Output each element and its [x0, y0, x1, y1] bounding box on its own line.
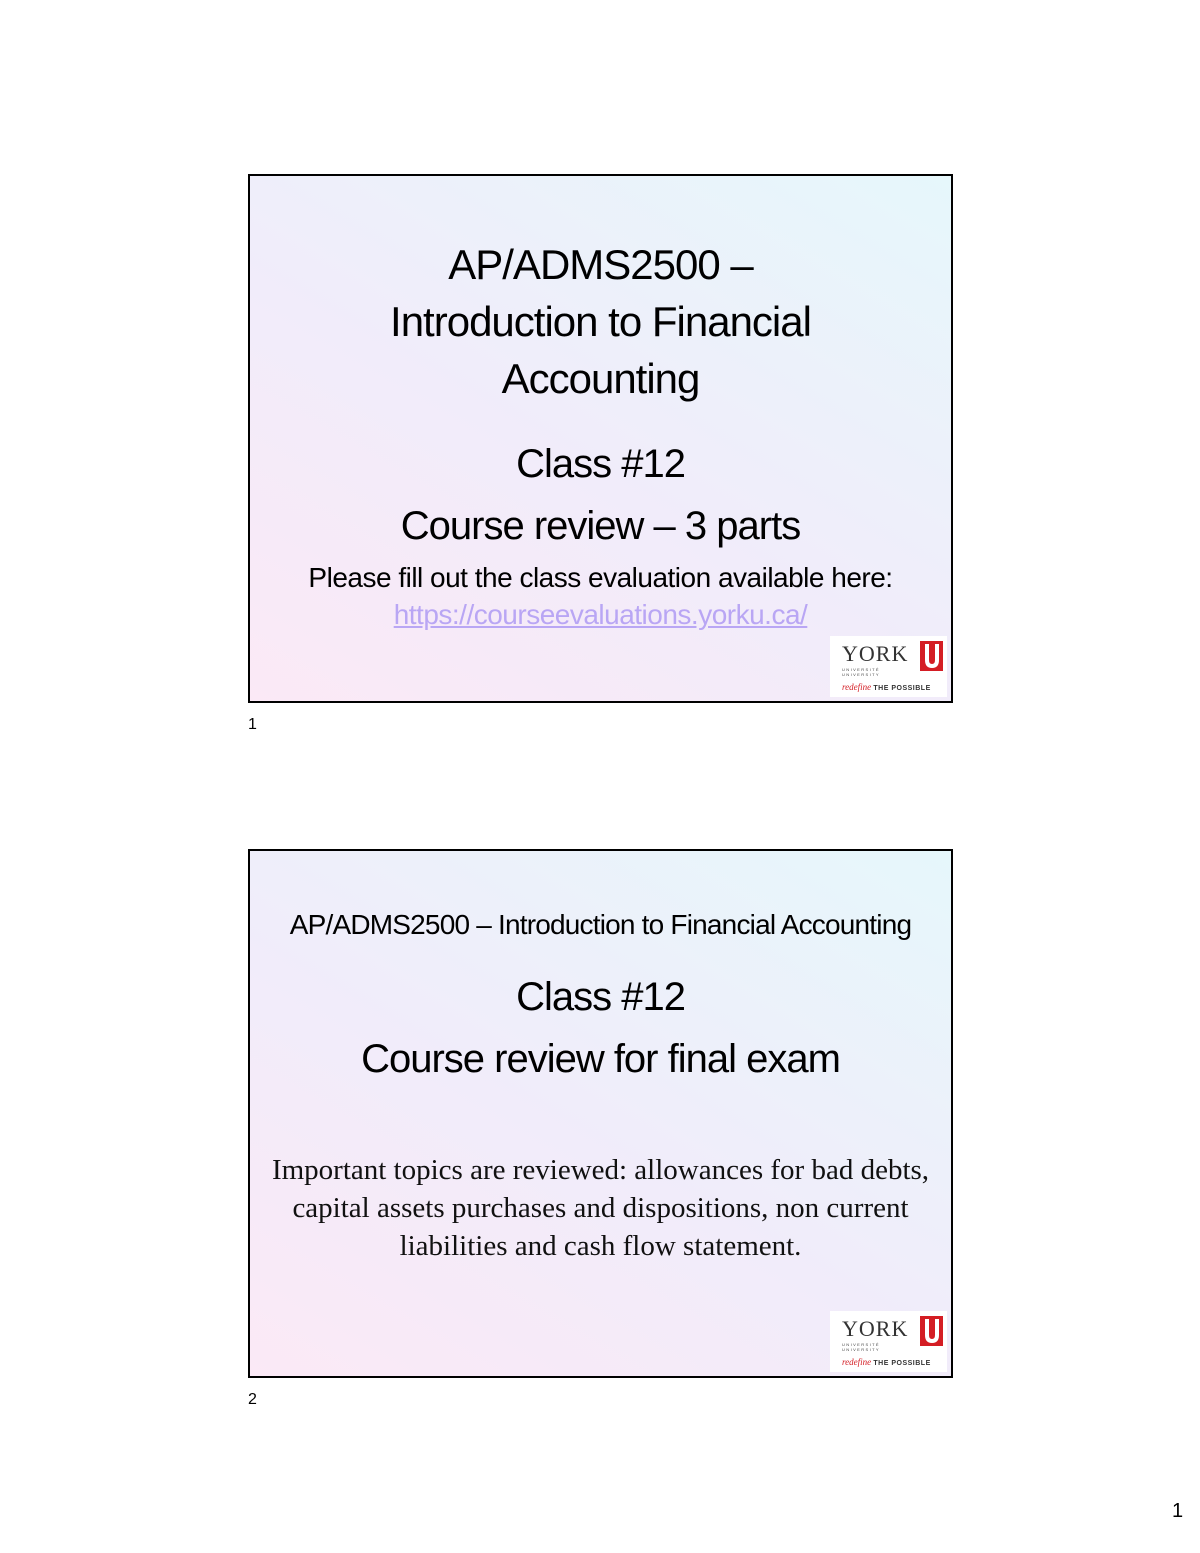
york-tagline-possible: THE POSSIBLE — [873, 685, 931, 692]
slide-1-title-line-2: Introduction to Financial — [390, 298, 811, 345]
evaluation-link[interactable]: https://courseevaluations.yorku.ca/ — [393, 599, 808, 630]
page-number: 1 — [1172, 1500, 1184, 1522]
york-univ-line-2: UNIVERSITY — [842, 672, 881, 677]
slide-2-class-line: Class #12 — [516, 975, 685, 1019]
slide-1 — [248, 174, 953, 703]
slide-1-class-line: Class #12 — [516, 442, 685, 486]
slide-2-number: 2 — [248, 1391, 257, 1408]
york-wordmark: YORK — [842, 1316, 909, 1341]
york-wordmark: YORK — [842, 641, 909, 666]
york-tagline-redefine: redefine — [842, 1357, 872, 1367]
slide-1-title — [250, 236, 951, 407]
slide-2 — [248, 849, 953, 1378]
york-university-text — [842, 1342, 880, 1352]
slide-2-review-line: Course review for final exam — [361, 1037, 840, 1081]
york-univ-line-1: UNIVERSITÉ — [842, 1342, 881, 1347]
york-univ-line-1: UNIVERSITÉ — [842, 667, 881, 672]
slide-1-number: 1 — [248, 716, 257, 733]
york-logo — [830, 1311, 947, 1372]
york-logo — [830, 636, 947, 697]
york-tagline — [842, 1357, 931, 1369]
slide-1-review-line: Course review – 3 parts — [400, 504, 801, 548]
slide-2-body-text: Important topics are reviewed: allowances for bad debts, capital assets purchases and dispositions, non current liabilities and cash flow statement. — [271, 1154, 930, 1262]
york-univ-line-2: UNIVERSITY — [842, 1347, 881, 1352]
slide-1-title-line-3: Accounting — [501, 355, 700, 402]
slide-1-evaluation-note: Please fill out the class evaluation available here: — [308, 562, 893, 593]
slide-1-title-line-1: AP/ADMS2500 – — [448, 241, 753, 288]
york-tagline-redefine: redefine — [842, 682, 872, 692]
slide-1-evaluation-link-row — [250, 597, 951, 633]
york-u-icon — [920, 1316, 943, 1346]
york-u-icon — [920, 641, 943, 671]
york-tagline-possible: THE POSSIBLE — [873, 1360, 931, 1367]
york-tagline — [842, 682, 931, 694]
york-university-text — [842, 667, 880, 677]
slide-2-header: AP/ADMS2500 – Introduction to Financial Accounting — [289, 909, 912, 940]
